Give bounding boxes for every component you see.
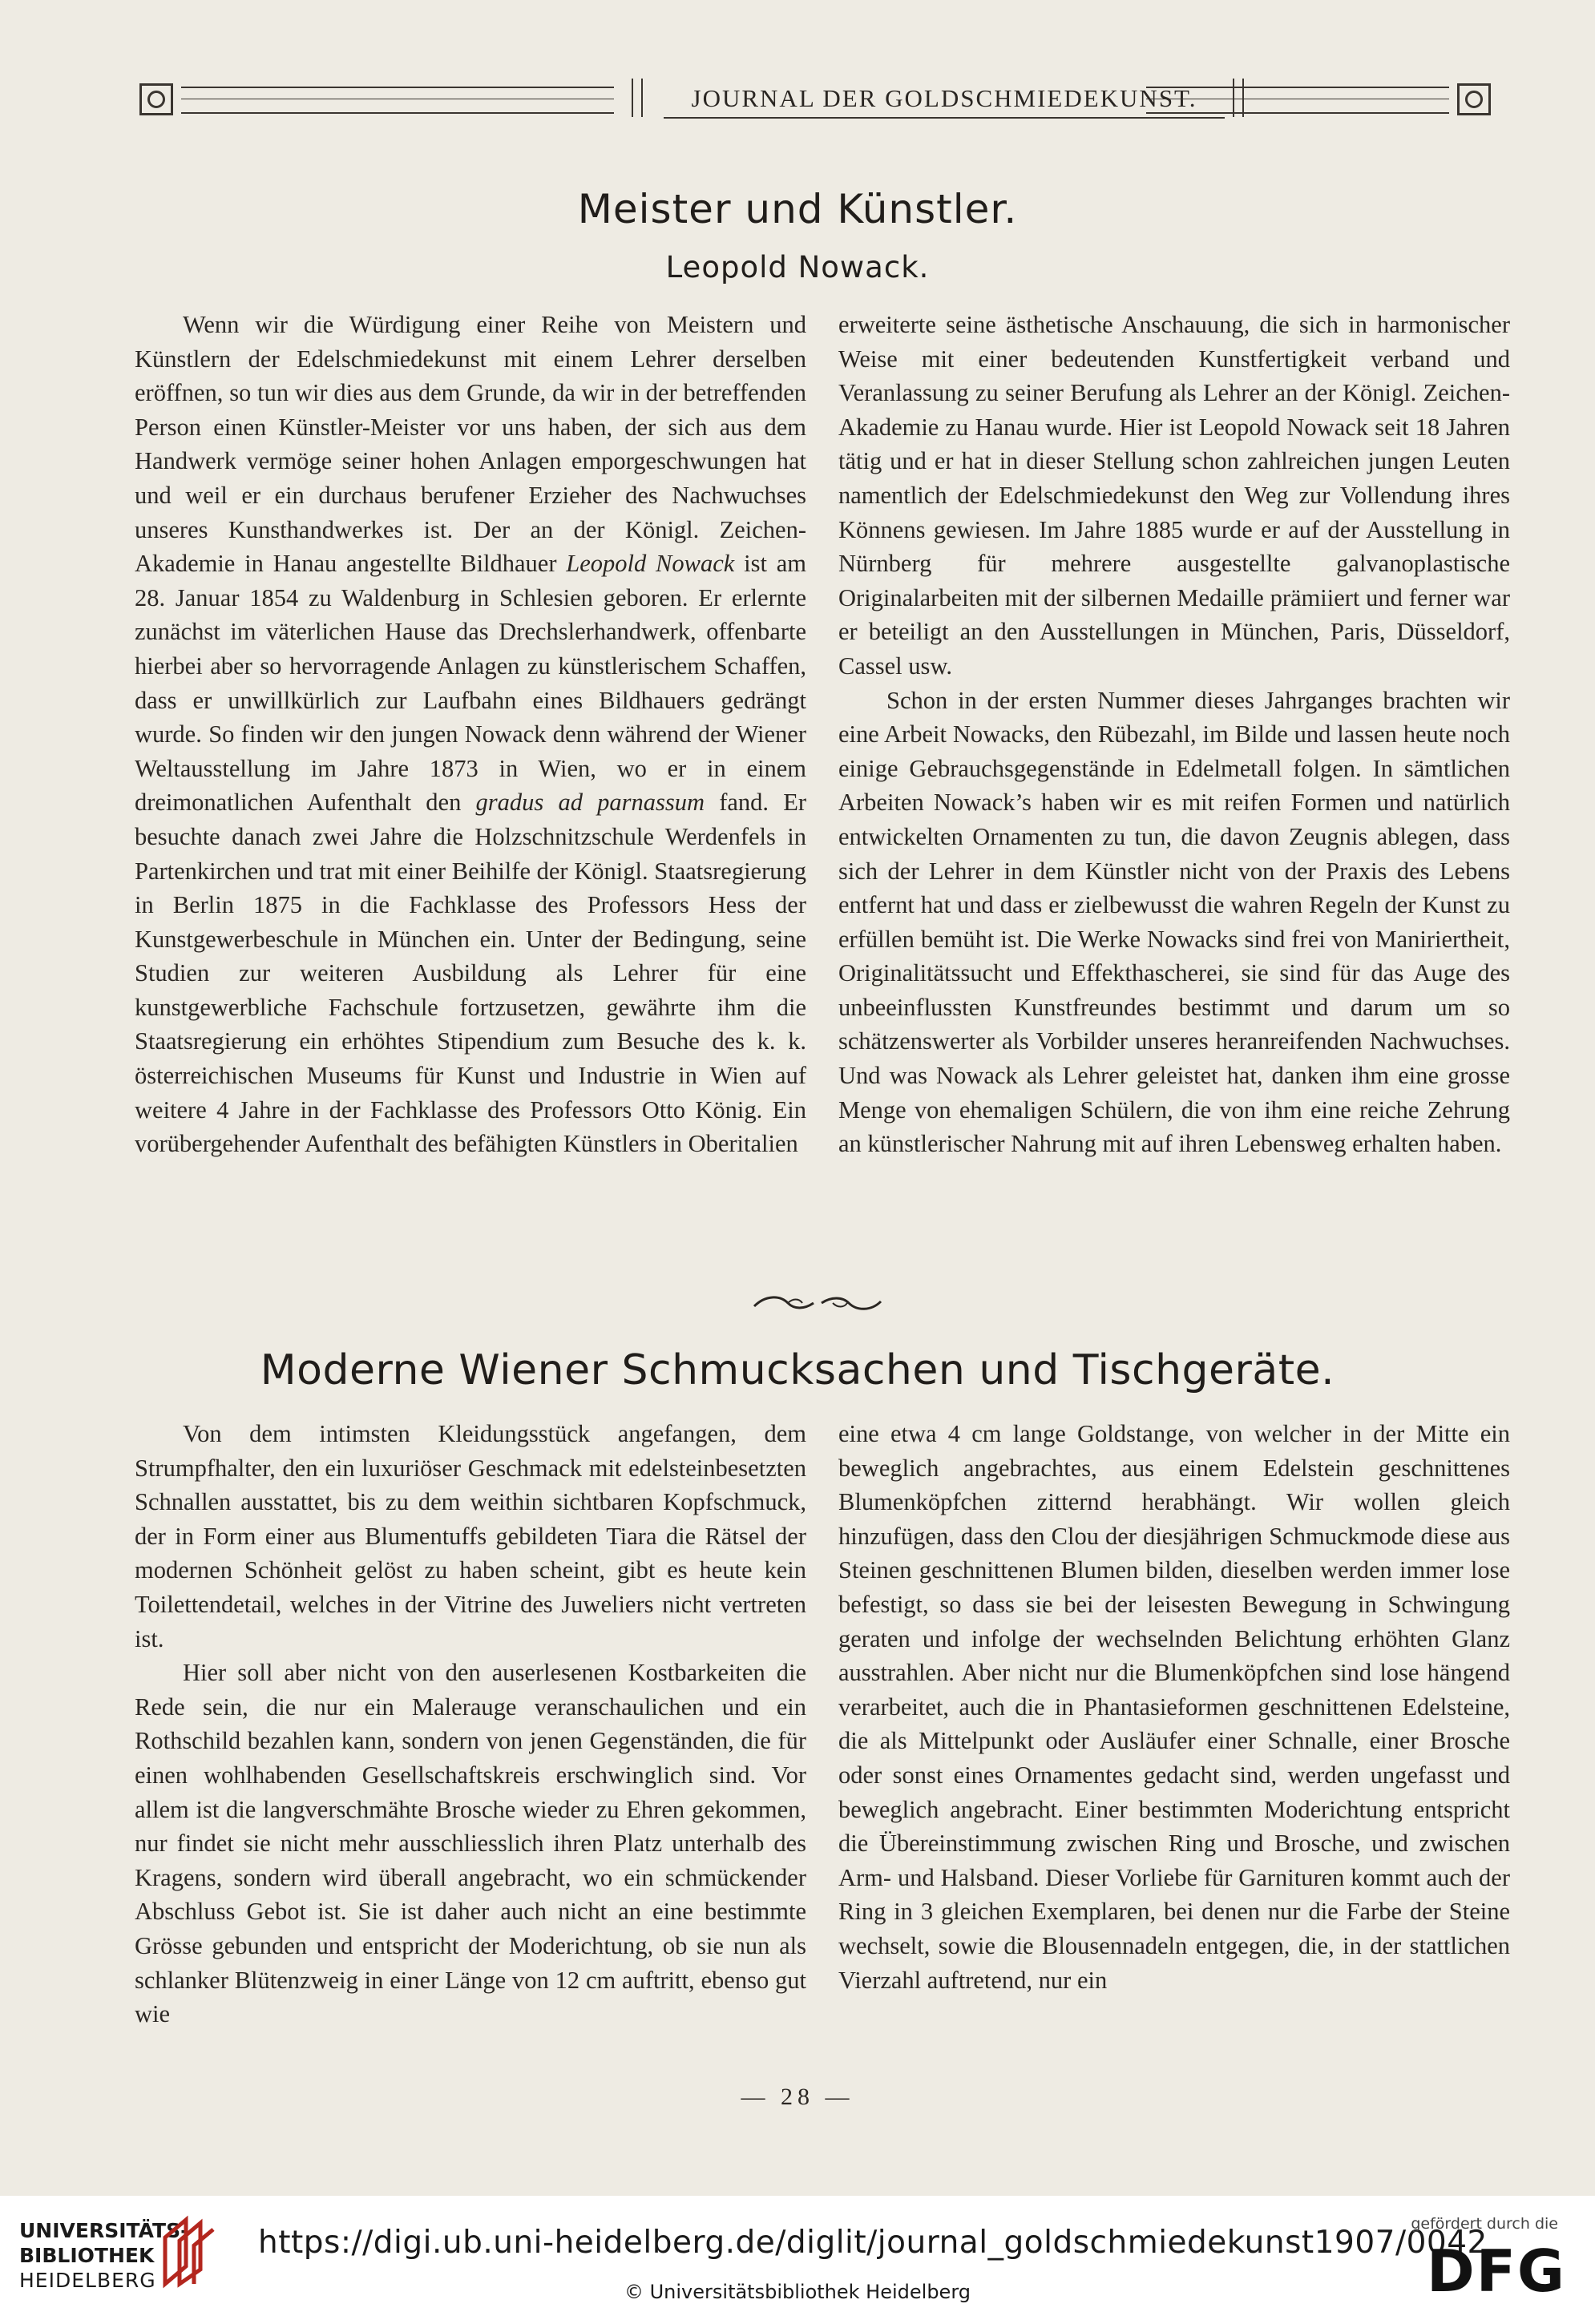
page-number: — 28 — (741, 2084, 854, 2110)
section-divider-ornament-icon (749, 1292, 886, 1316)
viewer-footer (0, 2196, 1595, 2324)
header-ornament-icon (1457, 83, 1491, 115)
paragraph: eine etwa 4 cm lange Goldstange, von welcher in der Mitte ein beweglich angebrachtes, aus einem Edelstein geschnittenes Blumenköpfchen zitternd herabhängt. Wir wollen gleich hinzufügen, dass den Clou der diesjährigen Schmuckmode diese aus Steinen geschnittenen Blumen bilden, dieselben werden immer lose befestigt, so dass sie bei der leisesten Bewegung in Schwingung geraten und infolge der wechselnden Belichtung erhöhten Glanz ausstrahlen. Aber nicht nur die Blumenköpfchen sind lose hängend verarbeitet, auch die in Phantasieformen geschnittenen Edelsteine, die als Mittelpunkt oder Ausläufer einer Schnalle, einer Brosche oder sonst eines Ornamentes gedacht sind, werden ungefasst und beweglich angebracht. Einer bestimmten Moderichtung entspricht die Übereinstimmung zwischen Ring und Brosche, und zwischen Arm- und Halsband. Dieser Vorliebe für Garnituren kommt auch der Ring in 3 gleichen Exemplaren, bei denen nur die Farbe der Steine wechselt, sowie die Blousennadeln entgegen, die, in der stattlichen Vierzahl auftretend, nur ein (838, 1420, 1510, 1994)
header-ornament-icon (139, 83, 173, 115)
article1-column-right (838, 308, 1510, 1161)
copyright-notice: © Universitätsbibliothek Heidelberg (624, 2281, 971, 2303)
library-name: UNIVERSITÄTS- BIBLIOTHEK HEIDELBERG (19, 2219, 189, 2292)
article1-subtitle: Leopold Nowack. (665, 250, 930, 284)
paragraph: Schon in der ersten Nummer dieses Jahrganges brachten wir eine Arbeit Nowacks, den Rübezahl, im Bilde und lassen heute noch einige Gebrauchsgegenstände in Edelmetall folgen. In sämtlichen Arbeiten Nowack’s haben wir es mit reifen Formen und natürlich entwickelten Ornamenten zu tun, die davon Zeugnis ablegen, dass sich der Lehrer in dem Künstler nicht von der Praxis des Lebens entfernt hat und dass er zielbewusst die wahren Regeln der Kunst zu erfüllen bemüht ist. Die Werke Nowacks sind frei von Maniriertheit, Originalitätssucht und Effekthascherei, sie sind für das Auge des unbeeinflussten Kunstfreundes bestimmt und darum um so schätzenswerter als Vorbilder unseres heranreifenden Nachwuchses. Und was Nowack als Lehrer geleistet hat, danken ihm eine grosse Menge von ehemaligen Schülern, die von ihm eine reiche Zehrung an künstlerischer Nahrung mit auf ihren Lebensweg erhalten haben. (838, 686, 1510, 1158)
paragraph: erweiterte seine ästhetische Anschauung, die sich in harmonischer Weise mit einer bedeutenden Kunstfertigkeit verband und Veranlassung zu seiner Berufung als Lehrer an der Königl. Zeichen-Akademie zu Hanau wurde. Hier ist Leopold Nowack seit 18 Jahren tätig und er hat in dieser Stellung schon zahlreichen jungen Leuten namentlich der Edelschmiedekunst den Weg zur Vollendung ihres Könnens gewiesen. Im Jahre 1885 wurde er auf der Ausstellung in Nürnberg für mehrere ausgestellte galvanoplastische Originalarbeiten mit der silbernen Medaille prämiiert und ferner war er beteiligt an den Ausstellungen in München, Paris, Düsseldorf, Cassel usw. (838, 311, 1510, 680)
dfg-logo: DFG (1426, 2237, 1566, 2305)
article1-title: Meister und Künstler. (577, 186, 1018, 232)
article2-column-right (838, 1417, 1510, 1997)
article2-column-left (135, 1417, 806, 2031)
paragraph: Von dem intimsten Kleidungsstück angefangen, dem Strumpfhalter, den ein luxuriöser Geschmack mit edelsteinbesetzten Schnallen ausstattet, bis zu dem weithin sichtbaren Kopfschmuck, der in Form einer aus Blumentuffs gebildeten Tiara die Rätsel der modernen Schönheit gelöst zu haben scheint, gibt es heute kein Toilettendetail, welches in der Vitrine des Juweliers nicht vertreten ist. (135, 1420, 806, 1652)
university-logo-icon (159, 2213, 218, 2290)
header-rule-right (1146, 87, 1449, 114)
permalink-link[interactable]: https://digi.ub.uni-heidelberg.de/diglit/journal_goldschmiedekunst1907/0042 (258, 2225, 1488, 2261)
paragraph: Wenn wir die Würdigung einer Reihe von Meistern und Künstlern der Edelschmiedekunst mit einem Lehrer derselben eröffnen, so tun wir dies aus dem Grunde, da wir in der betreffenden Person einen Künstler-Meister vor uns haben, der sich aus dem Handwerk vermöge seiner hohen Anlagen emporgeschwungen hat und weil er ein durchaus berufener Erzieher des Nachwuchses unseres Kunsthandwerkes ist. Der an der Königl. Zeichen-Akademie in Hanau angestellte Bildhauer Leopold Nowack ist am 28. Januar 1854 zu Waldenburg in Schlesien geboren. Er erlernte zunächst im väterlichen Hause das Drechslerhandwerk, offenbarte hierbei aber so hervorragende Anlagen zu künstlerischem Schaffen, dass er unwillkürlich zur Laufbahn eines Bildhauers gedrängt wurde. So finden wir den jungen Nowack denn während der Wiener Weltausstellung im Jahre 1873 in Wien, wo er in einem dreimonatlichen Aufenthalt den gradus ad parnassum fand. Er besuchte danach zwei Jahre die Holzschnitzschule Werdenfels in Partenkirchen und trat mit einer Beihilfe der Königl. Staatsregierung in Berlin 1875 in die Fachklasse des Professors Hess der Kunstgewerbeschule in München ein. Unter der Bedingung, seine Studien zur weiteren Ausbildung als Lehrer für eine kunstgewerbliche Fachschule fortzusetzen, gewährte ihm die Staatsregierung ein erhöhtes Stipendium zum Besuche des k. k. österreichischen Museums für Kunst und Industrie in Wien auf weitere 4 Jahre in der Fachklasse des Professors Otto König. Ein vorübergehender Aufenthalt des befähigten Künstlers in Oberitalien (135, 311, 806, 1158)
running-header (135, 74, 1496, 119)
funding-note: gefördert durch die (1411, 2215, 1558, 2233)
header-rule-left (181, 87, 614, 114)
article1-column-left (135, 308, 806, 1161)
article2-title: Moderne Wiener Schmucksachen und Tischgeräte. (260, 1346, 1335, 1394)
paragraph: Hier soll aber nicht von den auserlesenen Kostbarkeiten die Rede sein, die nur ein Malerauge veranschaulichen und ein Rothschild bezahlen kann, sondern von jenen Gegenständen, die für einen wohlhabenden Gesellschaftskreis erschwinglich sind. Vor allem ist die langverschmähte Brosche wieder zu Ehren gekommen, nur findet sie nicht mehr ausschliesslich ihren Platz unterhalb des Kragens, sondern wird überall angebracht, wo ein schmückender Abschluss Gebot ist. Sie ist daher auch nicht an eine bestimmte Grösse gebunden und entspricht der Moderichtung, ob sie nun als schlanker Blütenzweig in einer Länge von 12 cm auftritt, ebenso gut wie (135, 1659, 806, 2028)
journal-title: JOURNAL DER GOLDSCHMIEDEKUNST. (664, 80, 1225, 119)
